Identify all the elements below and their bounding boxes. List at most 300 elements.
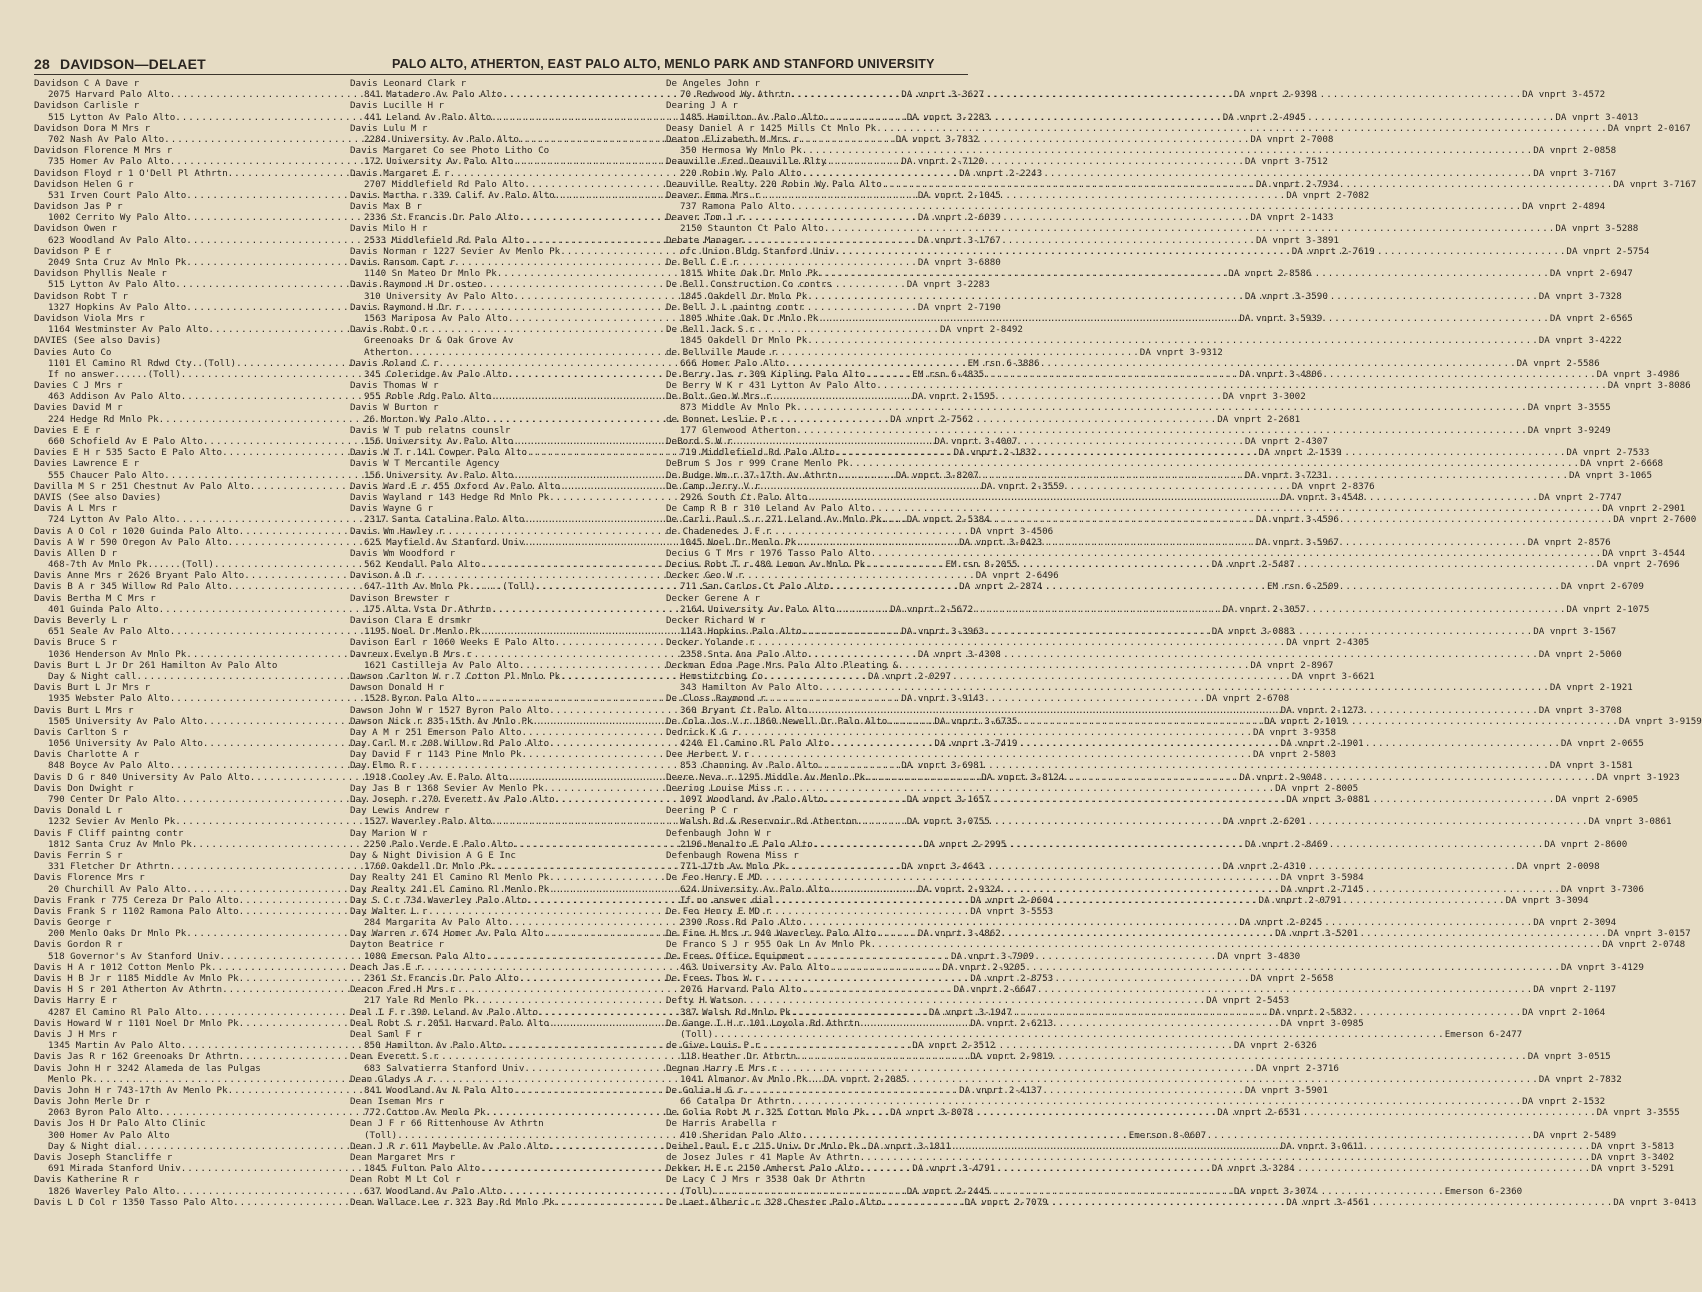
phone-number: DA vnprt 3-7231 xyxy=(1244,469,1328,481)
listing-name: Davis A L Mrs r xyxy=(34,503,117,515)
listing-address-line xyxy=(666,201,1606,213)
phone-number: DA vnprt 2-1433 xyxy=(1250,212,1334,224)
listing-text: Davis Howard W r 1101 Noel Dr Mnlo Pk xyxy=(34,1017,239,1029)
listing-text: Day Realty 241 El Camino Rl Menlo Pk xyxy=(350,872,550,884)
listing-text: De Cola Jos V r 1860 Newell Dr Palo Alto xyxy=(666,715,888,727)
phone-number: DA vnprt 2-1045 xyxy=(917,189,1001,201)
listing-text: 310 University Av Palo Alto xyxy=(364,290,514,302)
phone-number: DA vnprt 3-4596 xyxy=(1255,514,1339,526)
phone-number: DA vnprt 2-8492 xyxy=(939,324,1023,336)
phone-number: DA vnprt 3-4548 xyxy=(1280,491,1364,503)
phone-number: DA vnprt 3-0985 xyxy=(1280,1017,1364,1029)
listing-text: Deauville Realty 220 Robin Wy Palo Alto xyxy=(666,178,882,190)
phone-number: DA vnprt 3-0157 xyxy=(1607,928,1691,940)
phone-number: DA vnprt 3-8207 xyxy=(895,469,979,481)
leader-dots xyxy=(882,179,1614,190)
phone-number: DA vnprt 3-3555 xyxy=(1596,1107,1680,1119)
listing-text: Davis H A r 1012 Cotton Menlo Pk xyxy=(34,961,212,973)
phone-number: DA vnprt 2-0167 xyxy=(1607,122,1691,134)
listing-text: Davies E H r 535 Sacto E Palo Alto xyxy=(34,447,223,459)
listing-name: Davis Raymond H Dr r xyxy=(350,301,461,313)
listing-text: 1505 University Av Palo Alto xyxy=(48,715,203,727)
leader-dots xyxy=(882,1197,1614,1208)
phone-number: DA vnprt 2-0748 xyxy=(1602,939,1686,951)
phone-number: Emerson 6-2360 xyxy=(1444,1185,1523,1197)
listing-text: Davis A O Col r 1020 Guinda Palo Alto xyxy=(34,525,239,537)
phone-number: DA vnprt 2-2085 xyxy=(823,1073,907,1085)
phone-number: DA vnprt 3-6981 xyxy=(901,760,985,772)
listing-name: De Bolt Geo W Mrs r xyxy=(666,391,772,403)
phone-number: DA vnprt 3-3891 xyxy=(1255,234,1339,246)
phone-number: DA vnprt 2-1832 xyxy=(953,447,1037,459)
listing-name: Davidson C A Dave r xyxy=(34,78,140,89)
listing-text: 531 Irven Court Palo Alto xyxy=(48,189,187,201)
listing-name: Davidson Florence M Mrs r xyxy=(34,145,173,157)
phone-number: DA vnprt 3-0881 xyxy=(1286,794,1370,805)
listing-name: Davidson Jas P r xyxy=(34,201,123,213)
phone-number: DA vnprt 2-4305 xyxy=(1286,637,1370,649)
listing-name: Deaton Elizabeth M Mrs r xyxy=(666,133,799,145)
listing-text: Davis H S r 201 Atherton Av Athrtn xyxy=(34,984,223,996)
phone-number: DA vnprt 3-6880 xyxy=(917,257,1001,268)
listing-name: Davis Joseph Stancliffe r xyxy=(34,1152,173,1163)
leader-dots xyxy=(791,1007,1523,1018)
listing-name: Davis Robt O r xyxy=(350,324,428,336)
listing-text: Davis Jas R r 162 Greenoaks Dr Athrtn xyxy=(34,1051,239,1063)
listing-name: Day & Night Division A G E Inc xyxy=(350,849,516,861)
listing-name: Davis John H r 3242 Alameda de las Pulgas xyxy=(34,1062,261,1074)
leader-dots xyxy=(860,1152,1592,1163)
phone-number: DA vnprt 3-4572 xyxy=(1522,89,1606,101)
listing-name: Davis Wm Hawley r xyxy=(350,525,445,537)
phone-number: DA vnprt 3-8124 xyxy=(981,771,1065,783)
phone-number: DA vnprt 2-1901 xyxy=(1280,738,1364,750)
listing-name: Davis W T Mercantile Agency xyxy=(350,458,500,470)
listing-name: Dee Herbert V r xyxy=(666,749,749,761)
listing-name: Davis Don Dwight r xyxy=(34,782,134,794)
phone-number: DA vnprt 2-4310 xyxy=(1222,861,1306,873)
listing-name: Deckman Edna Page Mrs Palo Alto Pleating & xyxy=(666,659,899,671)
listing-text: 401 Guinda Palo Alto xyxy=(48,603,159,615)
listing-text: 691 Mirada Stanford Univ xyxy=(48,1163,181,1175)
listing-text: 737 Ramona Palo Alto xyxy=(680,201,791,213)
phone-number: DA vnprt 2-2874 xyxy=(959,581,1043,593)
listing-text: Menlo Pk xyxy=(48,1073,93,1085)
listing-text: 1845 Oakdell Dr Mnlo Pk xyxy=(680,290,808,302)
listing-name: Davis Burt L Jr Mrs r xyxy=(34,682,151,694)
phone-number: DA vnprt 2-1921 xyxy=(1549,682,1633,694)
leader-dots xyxy=(837,470,1569,481)
phone-number: DA vnprt 3-5291 xyxy=(1591,1163,1675,1175)
listing-text: 220 Robin Wy Palo Alto xyxy=(680,167,802,179)
phone-number: DA vnprt 2-6531 xyxy=(1217,1107,1301,1119)
phone-number: DA vnprt 2-7533 xyxy=(1566,447,1650,459)
phone-number: DA vnprt 3-3555 xyxy=(1527,402,1611,414)
listing-name: Davis Margaret E r xyxy=(350,167,450,179)
page-header xyxy=(34,56,968,75)
listing-name: Davidson Viola Mrs r xyxy=(34,312,145,324)
listing-text: Davis Frank S r 1102 Ramona Palo Alto xyxy=(34,905,239,917)
leader-dots xyxy=(802,168,1534,179)
listing-address-line xyxy=(666,682,1633,694)
phone-number: DA vnprt 3-4806 xyxy=(1239,368,1323,380)
phone-number: DA vnprt 3-1065 xyxy=(1569,469,1652,481)
listing-name: Davis Florence Mrs r xyxy=(34,872,145,884)
listing-name: Davis Milo H r xyxy=(350,223,428,235)
leader-dots xyxy=(829,581,1561,592)
listing-name: Dayton Beatrice r xyxy=(350,939,445,951)
listing-text: 463 University Av Palo Alto xyxy=(680,961,830,973)
listing-text: 1918 Cooley Av E Palo Alto xyxy=(364,771,508,783)
phone-number: DA vnprt 2-6201 xyxy=(1222,816,1306,828)
phone-number: DA vnprt 2-7562 xyxy=(890,413,974,425)
listing-text: 1805 White Oak Dr Mnlo Pk xyxy=(680,312,819,324)
phone-number: DA vnprt 3-2283 xyxy=(906,111,990,123)
phone-number: DA vnprt 2-0858 xyxy=(1533,145,1617,157)
leader-dots xyxy=(849,458,1581,469)
phone-number: DA vnprt 2-2445 xyxy=(906,1185,990,1197)
leader-dots xyxy=(774,895,1506,906)
listing-entry xyxy=(666,380,1691,392)
phone-number: DA vnprt 2-5803 xyxy=(1253,749,1336,761)
listing-name: Davis Burt L Jr Dr 261 Hamilton Av Palo Alto xyxy=(34,659,278,671)
leader-dots xyxy=(796,402,1528,413)
listing-address-line: Greenoaks Dr & Oak Grove Av xyxy=(364,335,514,347)
listing-text: Deere Neva r 1295 Middle Av Menlo Pk xyxy=(666,771,866,783)
listing-text: 1528 Byron Palo Alto xyxy=(364,693,475,705)
listing-text: Dekker H E r 2150 Amherst Palo Alto xyxy=(666,1163,860,1175)
listing-text: 2150 Staunton Ct Palo Alto xyxy=(680,223,824,235)
listing-text: Davis B A r 345 Willow Rd Palo Alto xyxy=(34,581,228,593)
listing-text: Deibel Paul E r 215 Univ Dr Mnlo Pk xyxy=(666,1140,860,1152)
listing-text: 350 Hermosa Wy Mnlo Pk xyxy=(680,145,802,157)
phone-number: DA vnprt 3-4007 xyxy=(934,436,1018,447)
listing-text: Deasy Daniel A r 1425 Mills Ct Mnlo Pk xyxy=(666,122,877,134)
listing-text: Atherton xyxy=(364,346,409,358)
phone-number: DA vnprt 2-1539 xyxy=(1258,447,1342,459)
leader-dots xyxy=(860,1141,1592,1152)
listing-name: Davison Clara E drsmkr xyxy=(350,615,472,626)
listing-text: 1080 Emerson Palo Alto xyxy=(364,950,486,962)
listing-text: 284 Margarita Av Palo Alto xyxy=(364,917,508,929)
listing-entry xyxy=(666,939,1686,951)
listing-entry xyxy=(666,503,1686,515)
listing-name: Davidson P E r xyxy=(34,245,112,257)
listing-name: Dawson Donald H r xyxy=(350,682,445,694)
listing-text: 2926 South Ct Palo Alto xyxy=(680,491,808,503)
phone-number: DA vnprt 2-1532 xyxy=(1522,1096,1606,1108)
leader-dots xyxy=(791,201,1523,212)
listing-name: Davis Jos H Dr Palo Alto Clinic xyxy=(34,1118,206,1130)
phone-number: DA vnprt 2-6709 xyxy=(1560,581,1644,593)
listing-text: 711 San Carlos Ct Palo Alto xyxy=(680,581,830,593)
listing-name: Defenbaugh John W r xyxy=(666,827,772,839)
phone-number: DA vnprt 2-3512 xyxy=(912,1040,996,1052)
listing-name: Davies C J Mrs r xyxy=(34,380,123,392)
leader-dots xyxy=(865,1107,1597,1118)
phone-number: DA vnprt 3-5984 xyxy=(1280,872,1364,884)
leader-dots xyxy=(824,112,1556,123)
page-number: 28 xyxy=(34,56,50,72)
listing-name: Dean Iseman Mrs r xyxy=(350,1096,445,1108)
listing-text: 463 Addison Av Palo Alto xyxy=(48,391,181,403)
phone-number: DA vnprt 2-9324 xyxy=(917,883,1001,895)
alphabetical-range: DAVIDSON—DELAET xyxy=(60,56,206,72)
leader-dots xyxy=(807,1074,1539,1085)
phone-number: DA vnprt 3-4561 xyxy=(1286,1196,1370,1208)
leader-dots xyxy=(713,1186,1445,1197)
listing-name: Deering Louise Miss r xyxy=(666,782,783,794)
leader-dots xyxy=(829,738,1561,749)
listing-text: Davis Norman r 1227 Sevier Av Menlo Pk xyxy=(350,245,561,257)
phone-number: DA vnprt 3-9159 xyxy=(1618,715,1702,727)
phone-number: DA vnprt 2-3057 xyxy=(1222,603,1306,615)
listing-text: 1232 Sevier Av Menlo Pk xyxy=(48,816,176,828)
phone-number: DA vnprt 2-2243 xyxy=(959,167,1043,179)
phone-number: DA vnprt 2-5384 xyxy=(906,514,990,526)
phone-number: DA vnprt 2-4945 xyxy=(1222,111,1306,123)
listing-text: 1563 Mariposa Av Palo Alto xyxy=(364,312,508,324)
listing-address-line xyxy=(666,145,1617,157)
listing-text: 2361 St Francis Dr Palo Alto xyxy=(364,973,519,984)
leader-dots xyxy=(818,682,1550,693)
leader-dots xyxy=(818,760,1550,771)
listing-name: De Feo Henry E MD r xyxy=(666,905,772,917)
listing-text: 70 Redwood Wy Athrtn xyxy=(680,89,791,101)
listing-text: Davis John H r 743-17th Av Menlo Pk xyxy=(34,1084,228,1096)
listing-text: 1101 El Camino Rl Rdwd Cty..(Toll) xyxy=(48,357,237,369)
listing-text: De Camp R B r 310 Leland Av Palo Alto xyxy=(666,503,871,515)
listing-name: De Bell C E r xyxy=(666,257,738,268)
phone-number: DA vnprt 3-7909 xyxy=(951,950,1034,962)
phone-number: DA vnprt 3-3284 xyxy=(1211,1163,1295,1175)
phone-number: DA vnprt 2-2995 xyxy=(923,838,1007,850)
listing-name: Davies Auto Co xyxy=(34,346,112,358)
listing-name: Davis George r xyxy=(34,917,112,929)
listing-text: 2284 University Av Palo Alto xyxy=(364,133,519,145)
phone-number: DA vnprt 3-9312 xyxy=(1139,346,1223,358)
phone-number: DA vnprt 2-1273 xyxy=(1280,704,1364,716)
listing-name: Davidson Carlisle r xyxy=(34,100,140,112)
listing-text: 224 Hedge Rd Mnlo Pk xyxy=(48,413,159,425)
listing-name: De Golia H G r xyxy=(666,1084,744,1096)
listing-entry xyxy=(666,547,1686,559)
phone-number: DA vnprt 2-8600 xyxy=(1544,838,1628,850)
listing-text: 666 Homer Palo Alto xyxy=(680,357,786,369)
listing-text: 2196 Menalto E Palo Alto xyxy=(680,838,813,850)
listing-text: 20 Churchill Av Palo Alto xyxy=(48,883,187,895)
listing-text: Deal Robt S r 2051 Harvard Palo Alto xyxy=(350,1017,550,1029)
leader-dots xyxy=(807,335,1539,346)
phone-number: DA vnprt 2-0297 xyxy=(868,670,952,682)
phone-number: DA vnprt 3-4308 xyxy=(917,648,1001,660)
listing-name: Davis Wm Woodford r xyxy=(350,547,456,559)
phone-number: DA vnprt 3-0883 xyxy=(1211,626,1295,638)
listing-text: 724 Lytton Av Palo Alto xyxy=(48,514,176,526)
phone-number: DA vnprt 2-5832 xyxy=(1269,1006,1353,1018)
listing-name: Davis Charlotte A r xyxy=(34,749,140,761)
listing-name: DAVIES (See also Davis) xyxy=(34,335,162,347)
leader-dots xyxy=(818,268,1550,279)
listing-name: Dean Gladys A r xyxy=(350,1073,433,1085)
listing-text: De Carli Paul S r 271 Leland Av Mnlo Pk xyxy=(666,514,882,526)
phone-number: DA vnprt 2-0791 xyxy=(1258,894,1342,906)
phone-number: DA vnprt 2-1064 xyxy=(1522,1006,1606,1018)
listing-name: Dean Margaret Mrs r xyxy=(350,1152,456,1163)
listing-text: 518 Governor's Av Stanford Univ xyxy=(48,950,220,962)
listing-text: De Laet Alberic r 328 Chester Palo Alto xyxy=(666,1196,882,1208)
phone-number: DA vnprt 2-5754 xyxy=(1566,245,1650,257)
listing-text: 1045 Noel Dr Menlo Pk xyxy=(680,536,797,548)
phone-number: DA vnprt 3-7419 xyxy=(934,738,1018,750)
listing-address-line xyxy=(666,648,1622,660)
phone-number: DA vnprt 2-7190 xyxy=(917,301,1001,313)
listing-text: Davidson Floyd r 1 O'Dell Pl Athrtn xyxy=(34,167,228,179)
listing-address-line xyxy=(666,1028,1523,1040)
listing-name: De Feo Henry E MD xyxy=(666,872,761,884)
phone-number: DA vnprt 2-5658 xyxy=(1250,973,1334,984)
listing-text: 468-7th Av Mnlo Pk......(Toll) xyxy=(48,559,214,571)
listing-text: 841 Matadero Av Palo Alto xyxy=(364,89,503,101)
listing-name: DeBord S W r xyxy=(666,436,733,447)
phone-number: DA vnprt 2-9048 xyxy=(1239,771,1323,783)
leader-dots xyxy=(865,559,1597,570)
leader-dots xyxy=(860,1163,1592,1174)
phone-number: DA vnprt 3-6735 xyxy=(934,715,1018,727)
phone-number: DA vnprt 3-7167 xyxy=(1613,178,1697,190)
listing-address-line xyxy=(666,1096,1606,1108)
listing-text: 1195 Noel Dr Menlo Pk xyxy=(364,626,481,638)
phone-number: DA vnprt 2-0245 xyxy=(1239,917,1323,929)
phone-number: DA vnprt 2-6496 xyxy=(975,570,1059,582)
listing-text: 771-17th Av Mnlo Pk xyxy=(680,861,786,873)
listing-address-line xyxy=(666,760,1633,772)
listing-columns xyxy=(34,78,1702,1288)
listing-text: 4287 El Camino Rl Palo Alto xyxy=(48,1006,198,1018)
listing-name: Davreux Evelyn B Mrs r xyxy=(350,648,472,660)
phone-number: DA vnprt 2-7082 xyxy=(1286,189,1370,201)
phone-number: DA vnprt 2-7145 xyxy=(1280,883,1364,895)
phone-number: DA vnprt 3-1581 xyxy=(1549,760,1633,772)
listing-name: De Bell Construction Co contrs xyxy=(666,279,832,291)
listing-text: 2164 University Av Palo Alto xyxy=(680,603,835,615)
phone-number: DA vnprt 2-7008 xyxy=(1250,133,1334,145)
listing-text: Davison Earl r 1060 Weeks E Palo Alto xyxy=(350,637,555,649)
phone-number: DA vnprt 3-3002 xyxy=(1222,391,1306,403)
listing-text: Dawson John W r 1527 Byron Palo Alto xyxy=(350,704,550,716)
listing-name: Defenbaugh Rowena Miss r xyxy=(666,849,799,861)
phone-number: DA vnprt 3-5901 xyxy=(1244,1084,1328,1096)
listing-address-line xyxy=(666,223,1639,235)
phone-number: DA vnprt 3-4862 xyxy=(917,928,1001,940)
phone-number: DA vnprt 3-3094 xyxy=(1505,894,1589,906)
phone-number: DA vnprt 3-4506 xyxy=(970,525,1054,537)
phone-number: DA vnprt 2-5586 xyxy=(1516,357,1600,369)
phone-number: DA vnprt 3-1923 xyxy=(1596,771,1680,783)
listing-text: Deal I F r 390 Leland Av Palo Alto xyxy=(350,1006,539,1018)
phone-number: DA vnprt 2-6647 xyxy=(953,984,1037,996)
listing-text: 651 Seale Av Palo Alto xyxy=(48,626,170,638)
listing-text: Davis L D Col r 1350 Tasso Palo Alto xyxy=(34,1196,234,1208)
listing-text: Davis Wayland r 143 Hedge Rd Mnlo Pk xyxy=(350,491,550,503)
listing-name: Davis W Burton r xyxy=(350,402,439,414)
listing-text: 360 Bryant Ct Palo Alto xyxy=(680,704,808,716)
leader-dots xyxy=(802,1130,1534,1141)
leader-dots xyxy=(835,246,1567,257)
phone-number: DA vnprt 3-1947 xyxy=(928,1006,1012,1018)
listing-name: Davis Lulu M r xyxy=(350,122,428,134)
listing-address-line xyxy=(666,335,1622,347)
phone-number: EM rsn 6-4835 xyxy=(912,368,985,380)
listing-text: De Franco S J r 955 Oak Ln Av Mnlo Pk xyxy=(666,939,871,951)
phone-number: DA vnprt 3-4986 xyxy=(1596,368,1680,380)
phone-number: DA vnprt 2-5060 xyxy=(1538,648,1622,660)
listing-text: 1140 Sn Mateo Dr Mnlo Pk xyxy=(364,268,497,280)
listing-text: Davis A W r 590 Oregon Av Palo Alto xyxy=(34,536,228,548)
listing-name: Decker Yolande r xyxy=(666,637,755,649)
listing-name: Davis Harry E r xyxy=(34,995,117,1007)
listing-text: 175 Alta Vsta Dr Athrtn xyxy=(364,603,492,615)
leader-dots xyxy=(796,425,1528,436)
listing-text: 1815 White Oak Dr Mnlo Pk xyxy=(680,268,819,280)
listing-name: Day Lewis Andrew r xyxy=(350,805,450,817)
listing-text: 4240 El Camino Rl Palo Alto xyxy=(680,738,830,750)
phone-number: DA vnprt 3-5288 xyxy=(1555,223,1639,235)
listing-text: 1097 Woodland Av Palo Alto xyxy=(680,794,824,805)
leader-dots xyxy=(807,291,1539,302)
phone-number: DA vnprt 2-6947 xyxy=(1549,268,1633,280)
phone-number: DA vnprt 2-0655 xyxy=(1560,738,1644,750)
listing-text: 2707 Middlefield Rd Palo Alto xyxy=(364,178,525,190)
listing-name: Deauville Fred Deauville Rlty xyxy=(666,156,827,168)
leader-dots xyxy=(791,1096,1523,1107)
listing-address-line xyxy=(666,402,1611,414)
listing-name: Deaver Emma Mrs r xyxy=(666,189,761,201)
phone-number: DA vnprt 2-5453 xyxy=(1206,995,1290,1007)
listing-text: 2076 Harvard Palo Alto xyxy=(680,984,802,996)
listing-text: De Budge Wm r 37-17th Av Athrtn xyxy=(666,469,838,481)
phone-number: DA vnprt 2-6326 xyxy=(1233,1040,1317,1052)
listing-name: De Bell Jack S r xyxy=(666,324,755,336)
listing-text: Walsh Rd & Reservoir Rd Atherton xyxy=(680,816,858,828)
listing-text: Day & Night dial xyxy=(48,1140,137,1152)
listing-name: Day Marion W r xyxy=(350,827,428,839)
leader-dots xyxy=(857,816,1589,827)
phone-number: EM rsn 6-2509 xyxy=(1267,581,1339,593)
listing-name: Davis Ransom Capt r xyxy=(350,257,456,268)
leader-dots xyxy=(813,839,1545,850)
listing-address-line xyxy=(666,424,1611,436)
listing-text: 955 Roble Rdg Palo Alto xyxy=(364,391,492,403)
listing-text: DeBrum S Jos r 999 Crane Menlo Pk xyxy=(666,458,849,470)
phone-number: DA vnprt 3-9249 xyxy=(1527,424,1611,436)
listing-name: De Frees Thos W r xyxy=(666,973,761,984)
phone-number: DA vnprt 3-3590 xyxy=(1244,290,1328,302)
listing-address-line: 300 Homer Av Palo Alto xyxy=(48,1129,170,1141)
listing-name: Davis Donald L r xyxy=(34,805,123,817)
listing-text: Day A M r 251 Emerson Palo Alto xyxy=(350,726,522,738)
listing-name: Davies Lawrence E r xyxy=(34,458,140,470)
phone-number: Emerson 8-0607 xyxy=(1128,1129,1207,1141)
listing-name: Day Walter L r xyxy=(350,905,428,917)
leader-dots xyxy=(796,537,1528,548)
leader-dots xyxy=(791,89,1523,100)
listing-name: Davis Gordon R r xyxy=(34,939,123,951)
listing-text: Day David F r 1143 Pine Mnlo Pk xyxy=(350,749,522,761)
leader-dots xyxy=(824,223,1556,234)
listing-text: 441 Leland Av Palo Alto xyxy=(364,111,492,123)
listing-text: Davis H B Jr r 1185 Middle Av Mnlo Pk xyxy=(34,973,239,984)
